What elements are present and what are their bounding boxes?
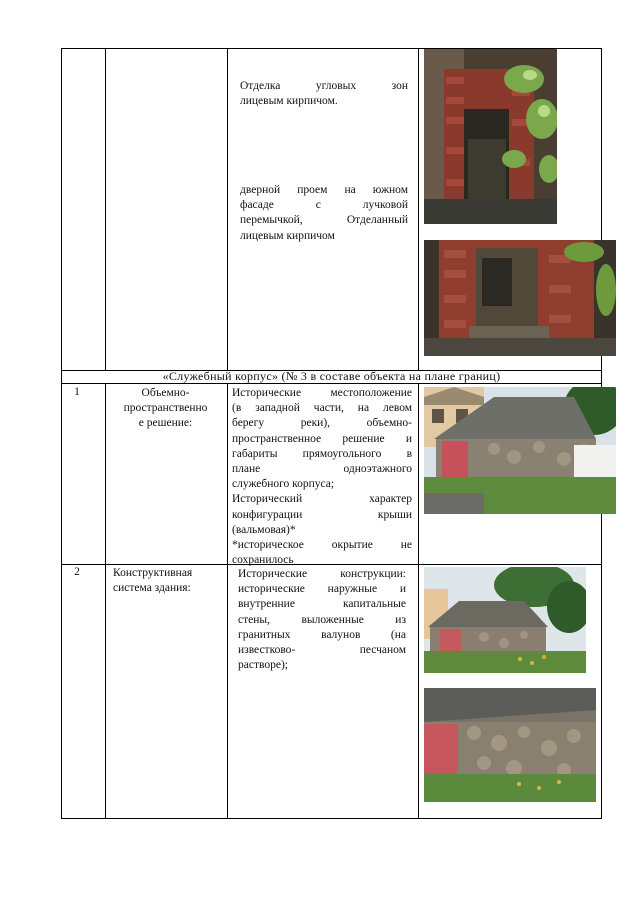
col-divider-2 <box>227 383 228 819</box>
row-description: Исторические конструкции: исторические наружные и внутренние капитальные стены, выложенные из гранитных валунов (на известково- песчаном растворе); <box>238 568 406 672</box>
table-bottom-border <box>61 818 602 819</box>
row-number: 1 <box>74 386 80 398</box>
col-divider-1 <box>105 48 106 371</box>
section-bottom-border <box>61 383 602 384</box>
row-number: 2 <box>74 566 80 578</box>
door-opening-text: дверной проем на южном фасаде с лучковой перемычкой, Отделанный лицевым кирпичом <box>240 184 408 242</box>
table-left-border <box>61 48 62 819</box>
row-label: Конструктивная система здания: <box>113 567 193 595</box>
section-title: «Служебный корпус» (№ 3 в составе объекта на плане границ) <box>162 369 501 383</box>
brick-window-detail-photo <box>424 240 616 356</box>
row-label: Объемно- пространственно е решение: <box>123 387 208 430</box>
stone-building-photo <box>424 387 616 514</box>
col-divider-3 <box>418 383 419 819</box>
col-divider-1 <box>105 383 106 819</box>
col-divider-3 <box>418 48 419 371</box>
stone-wall-closeup-photo <box>424 688 596 802</box>
corner-finish-text: Отделка угловых зон лицевым кирпичом. <box>240 80 408 108</box>
col-divider-2 <box>227 48 228 371</box>
stone-building-garden-photo <box>424 567 586 673</box>
brick-window-photo <box>424 49 557 224</box>
row-description: Исторические местоположение (в западной части, на левом берегу реки), объемно- пространственное решение и габариты прямоугольного в плане одноэтажного служебного корпуса; Исторический характер конфигурации крыши (вальмовая)* *историческое окрытие не сохранилось <box>232 387 412 567</box>
